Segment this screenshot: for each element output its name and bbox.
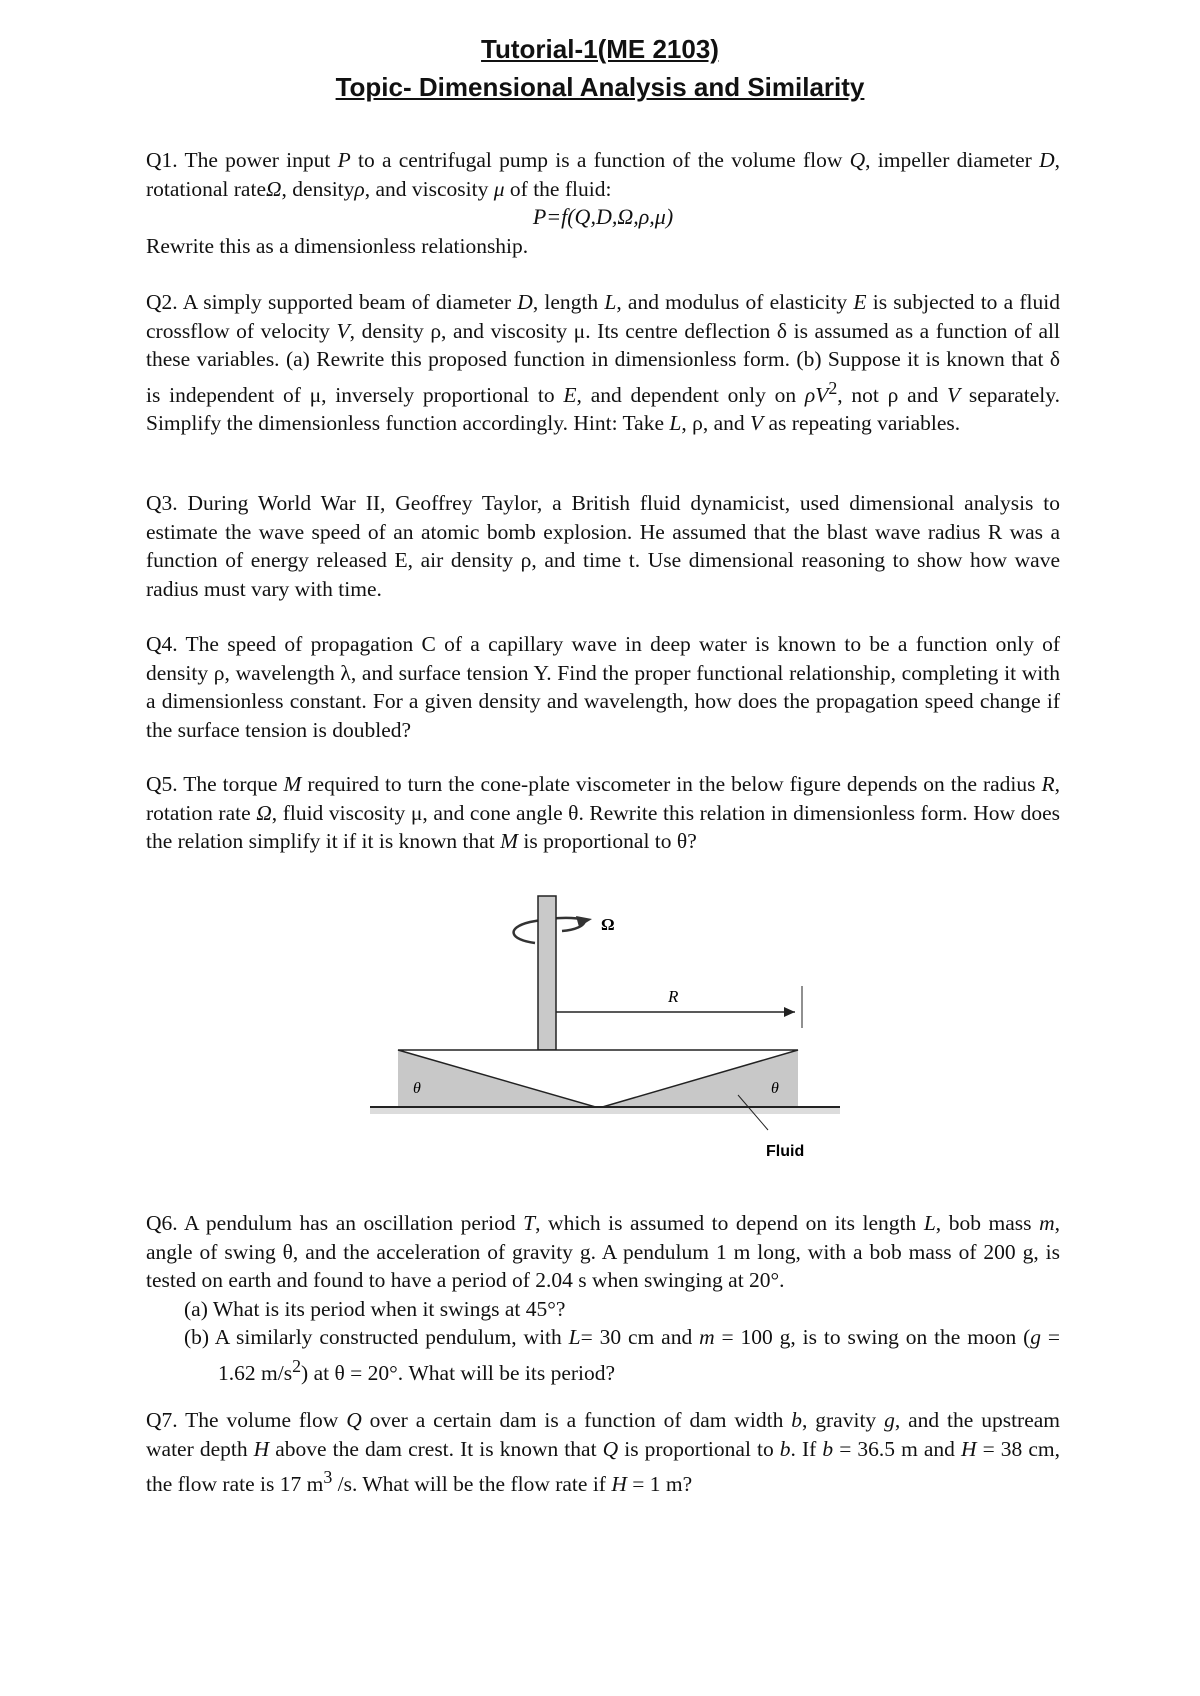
question-5 <box>146 770 1060 856</box>
var-L: L <box>669 411 682 436</box>
question-1 <box>146 146 1060 260</box>
var-E: E <box>853 290 867 314</box>
var-V: V <box>946 382 961 407</box>
subquestion-b <box>146 1323 1060 1387</box>
text-span: of the fluid: <box>504 176 612 201</box>
subquestion-label: (b) <box>184 1325 210 1349</box>
text-span: , rotational rate <box>146 148 1060 201</box>
text-span: is proportional to <box>618 1436 780 1461</box>
text-span: A pendulum has an oscillation period <box>184 1211 524 1235</box>
var-L: L <box>923 1211 936 1235</box>
theta-left-label: θ <box>413 1080 421 1097</box>
var-m: m <box>699 1325 715 1349</box>
text-span: , and dependent only on <box>576 382 805 407</box>
question-4 <box>146 630 1060 744</box>
question-label: Q2. <box>146 290 178 314</box>
shaft <box>538 896 556 1050</box>
var-V: V <box>336 318 350 343</box>
var-R: R <box>1041 772 1055 796</box>
text-span: , ρ, and <box>681 411 750 436</box>
var-m: m <box>1039 1211 1055 1235</box>
var-T: T <box>523 1211 536 1235</box>
var-b: b <box>791 1408 802 1432</box>
question-label: Q3. <box>146 491 178 515</box>
text-span: , gravity <box>802 1408 885 1432</box>
text-span: . If <box>790 1436 823 1461</box>
tutorial-title: Tutorial-1(ME 2103) <box>481 34 719 64</box>
text-span: During World War II, Geoffrey Taylor, a British fluid dynamicist, used dimensional analysis to estimate the wave speed of an atomic bomb explosion. He assumed that the blast wave radius R was a function of energy released E, air density ρ, and time t. Use dimensional reasoning to show how wave radius must vary with time. <box>146 491 1061 601</box>
var-g: g <box>884 1408 895 1432</box>
question-label: Q6. <box>146 1211 178 1235</box>
var-Q: Q <box>849 148 866 172</box>
var-rho: ρ <box>354 176 365 201</box>
var-omega: Ω <box>265 176 282 201</box>
text-span: , density ρ, and viscosity μ. Its centre deflection δ is assumed as a function of all these variables. (a) Rewrite this proposed function in dimensionless form. (b) Suppose it is known that δ is independent of μ, inversely proportional to <box>146 318 1061 407</box>
text-span: = 1 m? <box>626 1472 693 1497</box>
var-L: L <box>604 290 617 314</box>
text-span: , which is assumed to depend on its length <box>535 1211 924 1235</box>
var-H: H <box>253 1436 270 1461</box>
var-b: b <box>779 1436 791 1461</box>
equation: P=f(Q,D,Ω,ρ,μ) <box>532 204 674 229</box>
base <box>370 1108 840 1114</box>
var-omega: Ω <box>256 800 272 825</box>
text-span: = 100 g, is to swing on the moon ( <box>714 1325 1031 1349</box>
var-H: H <box>960 1436 977 1461</box>
text-span: is proportional to θ? <box>518 829 697 853</box>
radius-dimension <box>556 986 802 1028</box>
subquestion-a <box>146 1295 1060 1324</box>
var-g: g <box>1030 1325 1041 1349</box>
question-label: Q7. <box>146 1408 178 1432</box>
var-H: H <box>611 1472 627 1497</box>
var-mu: μ <box>493 176 505 201</box>
superscript: 2 <box>292 1355 302 1376</box>
text-span: above the dam crest. It is known that <box>269 1436 603 1461</box>
text-span: The volume flow <box>185 1408 347 1432</box>
text-span: , and modulus of elasticity <box>616 290 854 314</box>
text-span: A simply supported beam of diameter <box>182 290 518 314</box>
var-D: D <box>1039 148 1055 172</box>
text-span: over a certain dam is a function of dam width <box>361 1408 792 1432</box>
subquestion-label: (a) <box>184 1296 208 1321</box>
superscript: 2 <box>828 377 838 398</box>
question-3 <box>146 489 1060 603</box>
title-block <box>0 30 1200 106</box>
text-span: What is its period when it swings at 45°? <box>212 1296 566 1321</box>
fluid-label: Fluid <box>766 1143 805 1160</box>
text-span: as repeating variables. <box>763 411 961 436</box>
text-span: , density <box>281 176 355 201</box>
question-2 <box>146 288 1060 438</box>
var-V: V <box>750 411 764 436</box>
text-span: /s. What will be the flow rate if <box>332 1472 612 1497</box>
question-label: Q4. <box>146 632 178 656</box>
text-span: The torque <box>183 772 284 796</box>
var-rhoV: ρV <box>804 382 829 407</box>
text-span: , and viscosity <box>364 176 494 201</box>
theta-right-label: θ <box>771 1080 779 1097</box>
viscometer-figure <box>370 888 840 1178</box>
text-span: required to turn the cone-plate viscometer in the below figure depends on the radius <box>301 772 1042 796</box>
var-D: D <box>517 290 533 314</box>
text-span: , bob mass <box>935 1211 1040 1235</box>
text-span: , fluid viscosity μ, and cone angle θ. Rewrite this relation in dimensionless form. How does the relation simplify it if it is known that <box>146 800 1060 853</box>
text-span: = 36.5 m and <box>833 1436 961 1461</box>
text-span: , length <box>532 290 605 314</box>
var-P: P <box>337 148 351 172</box>
question-label: Q5. <box>146 772 178 796</box>
omega-label: Ω <box>601 915 615 934</box>
question-7 <box>146 1406 1060 1499</box>
question-6-body <box>146 1209 1060 1295</box>
text-span: is subjected to a fluid crossflow of velocity <box>146 290 1060 343</box>
text-span: = 38 cm, the flow rate is 17 m <box>146 1436 1060 1497</box>
superscript: 3 <box>323 1467 333 1487</box>
text-span: separately. Simplify the dimensionless function accordingly. Hint: Take <box>146 382 1060 436</box>
text-span: , angle of swing θ, and the acceleration of gravity g. A pendulum 1 m long, with a bob mass of 200 g, is tested on earth and found to have a period of 2.04 s when swinging at 20°. <box>146 1211 1060 1292</box>
text-span: , impeller diameter <box>865 148 1040 172</box>
topic-title: Topic- Dimensional Analysis and Similarity <box>335 72 865 102</box>
var-Q: Q <box>346 1408 362 1432</box>
question-label: Q1. <box>146 148 178 172</box>
text-span: The power input <box>184 148 338 172</box>
var-E: E <box>563 382 577 407</box>
var-M: M <box>500 829 519 853</box>
text-span: to a centrifugal pump is a function of the volume flow <box>350 148 850 172</box>
text-span: = 1.62 m/s <box>218 1325 1060 1385</box>
question-6 <box>146 1209 1060 1387</box>
radius-label: R <box>668 987 679 1006</box>
text-span: = 30 cm and <box>580 1325 700 1349</box>
var-Q: Q <box>602 1436 619 1461</box>
text-span: , and the upstream water depth <box>146 1408 1061 1461</box>
text-span: ) at θ = 20°. What will be its period? <box>301 1360 616 1385</box>
var-M: M <box>283 772 302 796</box>
var-L: L <box>568 1325 581 1349</box>
text-span: A similarly constructed pendulum, with <box>214 1325 569 1349</box>
question-1-instruction: Rewrite this as a dimensionless relationship. <box>146 233 529 258</box>
question-1-body <box>146 146 1060 203</box>
text-span: , rotation rate <box>146 772 1060 825</box>
text-span: The speed of propagation C of a capillary wave in deep water is known to be a function only of density ρ, wavelength λ, and surface tension Y. Find the proper functional relationship, completing it with a dimensionless constant. For a given density and wavelength, how does the propagation speed change if the surface tension is doubled? <box>146 632 1060 742</box>
var-b: b <box>822 1436 834 1461</box>
text-span: , not ρ and <box>837 382 947 407</box>
